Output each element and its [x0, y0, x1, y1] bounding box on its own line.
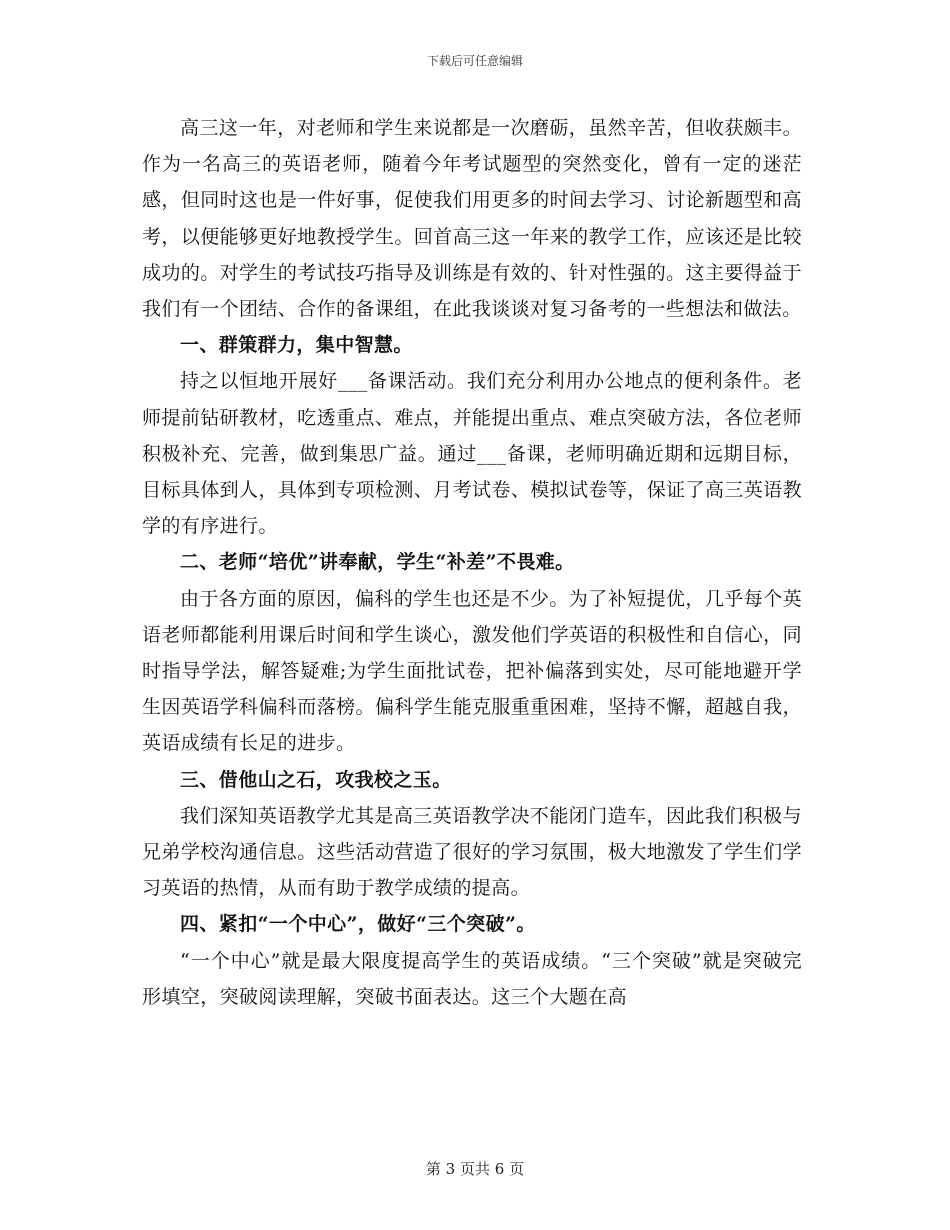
- section-heading-3: 三、借他山之石，攻我校之玉。: [180, 768, 452, 791]
- section-paragraph-1: 持之以恒地开展好___备课活动。我们充分利用办公地点的便利条件。老师提前钻研教材，吃透重点、难点，并能提出重点、难点突破方法，各位老师积极补充、完善，做到集思广益。通过___备课，老师明确近期和远期目标，目标具体到人，具体到专项检测、月考试卷、模拟试卷等，保证了高三英语教学的有序进行。: [142, 370, 802, 538]
- page-number: 第 3 页共 6 页: [425, 1160, 525, 1178]
- section-paragraph-4: “一个中心”就是最大限度提高学生的英语成绩。“三个突破”就是突破完形填空，突破阅读理解，突破书面表达。这三个大题在高: [142, 949, 802, 1008]
- intro-paragraph: 高三这一年，对老师和学生来说都是一次磨砺，虽然辛苦，但收获颇丰。作为一名高三的英语老师，随着今年考试题型的突然变化，曾有一定的迷茫感，但同时这也是一件好事，促使我们用更多的时间去学习、讨论新题型和高考，以便能够更好地教授学生。回首高三这一年来的教学工作，应该还是比较成功的。对学生的考试技巧指导及训练是有效的、针对性强的。这主要得益于我们有一个团结、合作的备课组，在此我谈谈对复习备考的一些想法和做法。: [142, 117, 802, 321]
- section-heading-1: 一、群策群力，集中智慧。: [180, 334, 413, 357]
- section-heading-2: 二、老师“培优”讲奉献，学生“补差”不畏难。: [180, 551, 575, 574]
- section-paragraph-2: 由于各方面的原因，偏科的学生也还是不少。为了补短提优，几乎每个英语老师都能利用课后时间和学生谈心，激发他们学英语的积极性和自信心，同时指导学法，解答疑难;为学生面批试卷，把补偏落到实处，尽可能地避开学生因英语学科偏科而落榜。偏科学生能克服重重困难，坚持不懈，超越自我，英语成绩有长足的进步。: [142, 587, 802, 755]
- section-paragraph-3: 我们深知英语教学尤其是高三英语教学决不能闭门造车，因此我们积极与兄弟学校沟通信息。这些活动营造了很好的学习氛围，极大地激发了学生们学习英语的热情，从而有助于教学成绩的提高。: [142, 804, 802, 900]
- section-heading-4: 四、紧扣“一个中心”，做好“三个突破”。: [180, 913, 536, 936]
- page-header: 下载后可任意编辑: [426, 54, 523, 68]
- document-body: [142, 110, 802, 1015]
